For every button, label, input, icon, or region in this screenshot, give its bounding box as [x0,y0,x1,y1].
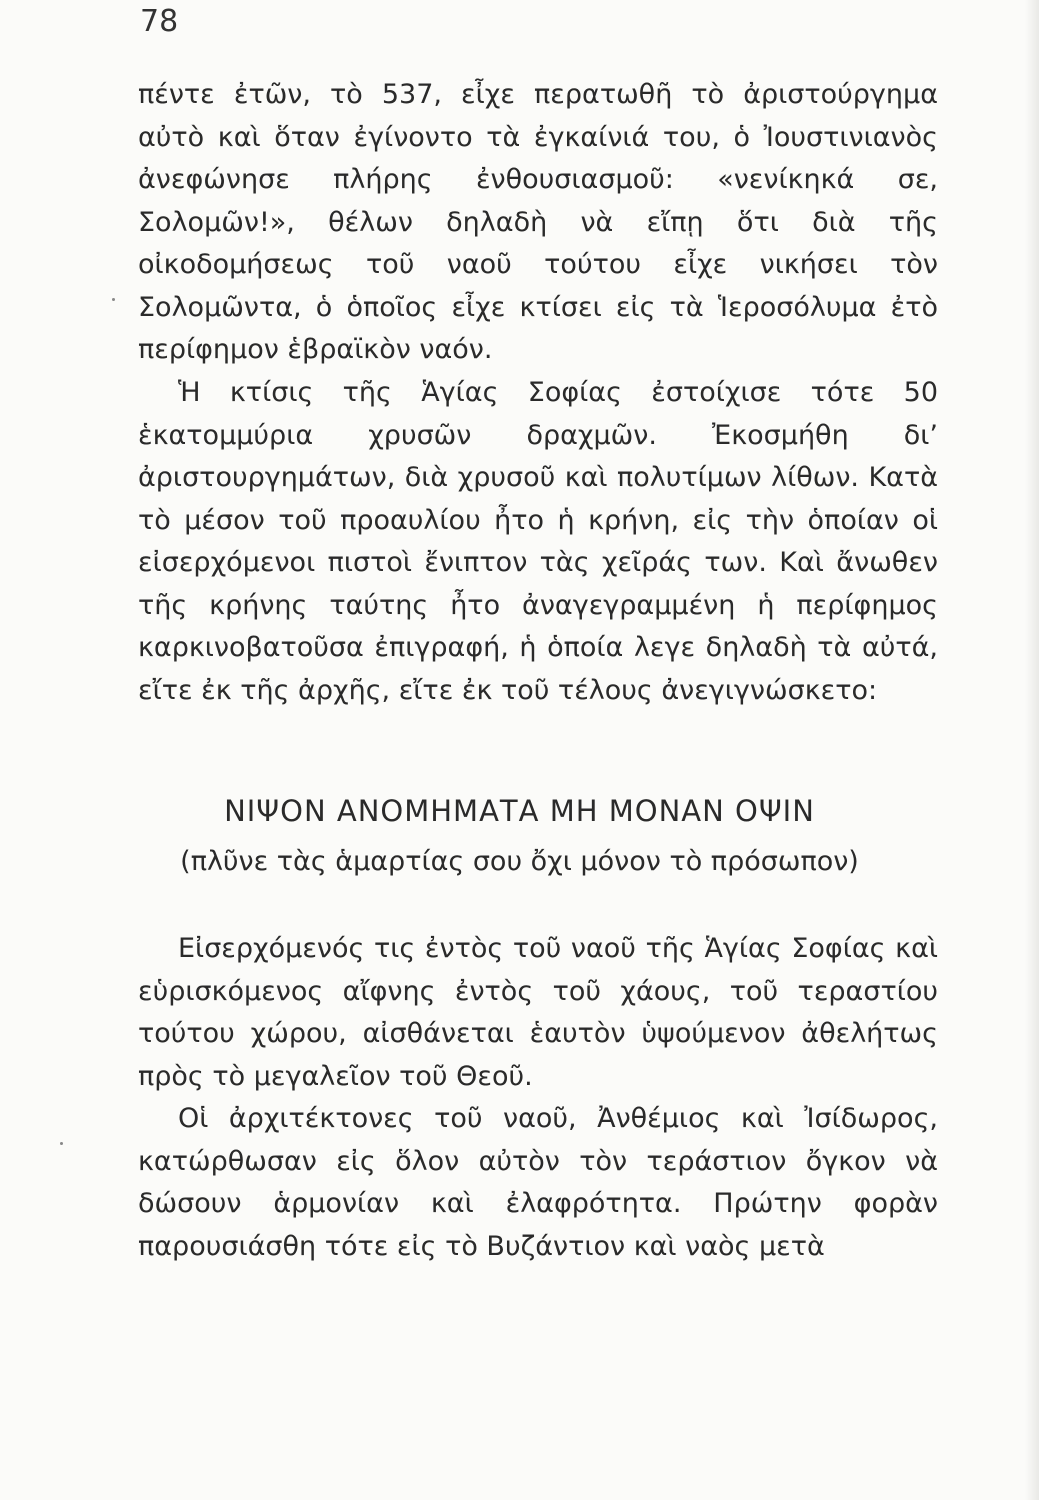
paragraph-4: Οἱ ἀρχιτέκτονες τοῦ ναοῦ, Ἀνθέμιος καὶ Ἰσίδωρος, κατώρθωσαν εἰς ὅλον αὐτὸν τὸν τεράστιον ὄγκον νὰ δώσουν ἁρμονίαν καὶ ἐλαφρότητα. Πρώτην φορὰν παρουσιάσθη τότε εἰς τὸ Βυζάντιον καὶ ναὸς μετὰ [138,1103,938,1262]
paragraph-2: Ἡ κτίσις τῆς Ἁγίας Σοφίας ἐστοίχισε τότε 50 ἑκατομμύρια χρυσῶν δραχμῶν. Ἐκοσμήθη δι’ ἀριστουργημάτων, διὰ χρυσοῦ καὶ πολυτίμων λίθων. Κατὰ τὸ μέσον τοῦ προαυλίου ἦτο ἡ κρήνη, εἰς τὴν ὁποίαν οἱ εἰσερχόμενοι πιστοὶ ἔνιπτον τὰς χεῖράς των. Καὶ ἄνωθεν τῆς κρήνης ταύτης ἦτο ἀναγεγραμμένη ἡ περίφημος καρκινοβατοῦσα ἐπιγραφή, ἡ ὁποία λεγε δηλαδὴ τὰ αὐτά, εἴτε ἐκ τῆς ἀρχῆς, εἴτε ἐκ τοῦ τέλους ἀνεγιγνώσκετο: [138,377,938,706]
palindrome-inscription: ΝΙΨΟΝ ΑΝΟΜΗΜΑΤΑ ΜΗ ΜΟΝΑΝ ΟΨΙΝ [224,794,815,828]
page-number: 78 [140,4,179,39]
paper-speck [60,1142,63,1145]
inscription-translation: (πλῦνε τὰς ἁμαρτίας σου ὄχι μόνον τὸ πρόσωπον) [180,846,859,877]
page-edge-shadow [1025,0,1039,1500]
paragraph-1: πέντε ἐτῶν, τὸ 537, εἶχε περατωθῆ τὸ ἀριστούργημα αὐτὸ καὶ ὅταν ἐγίνοντο τὰ ἐγκαίνιά του, ὁ Ἰουστινιανὸς ἀνεφώνησε πλήρης ἐνθουσιασμοῦ: «νενίκηκά σε, Σολομῶν!», θέλων δηλαδὴ νὰ εἴπῃ ὅτι διὰ τῆς οἰκοδομήσεως τοῦ ναοῦ τούτου εἶχε νικήσει τὸν Σολομῶντα, ὁ ὁποῖος εἶχε κτίσει εἰς τὰ Ἱεροσόλυμα ἐτὸ περίφημον ἑβραϊκὸν ναόν. [138,79,938,365]
paper-speck [112,298,115,301]
paragraph-3: Εἰσερχόμενός τις ἐντὸς τοῦ ναοῦ τῆς Ἁγίας Σοφίας καὶ εὑρισκόμενος αἴφνης ἐντὸς τοῦ χάους, τοῦ τεραστίου τούτου χώρου, αἰσθάνεται ἑαυτὸν ὑψούμενον ἀθελήτως πρὸς τὸ μεγαλεῖον τοῦ Θεοῦ. [138,933,938,1092]
